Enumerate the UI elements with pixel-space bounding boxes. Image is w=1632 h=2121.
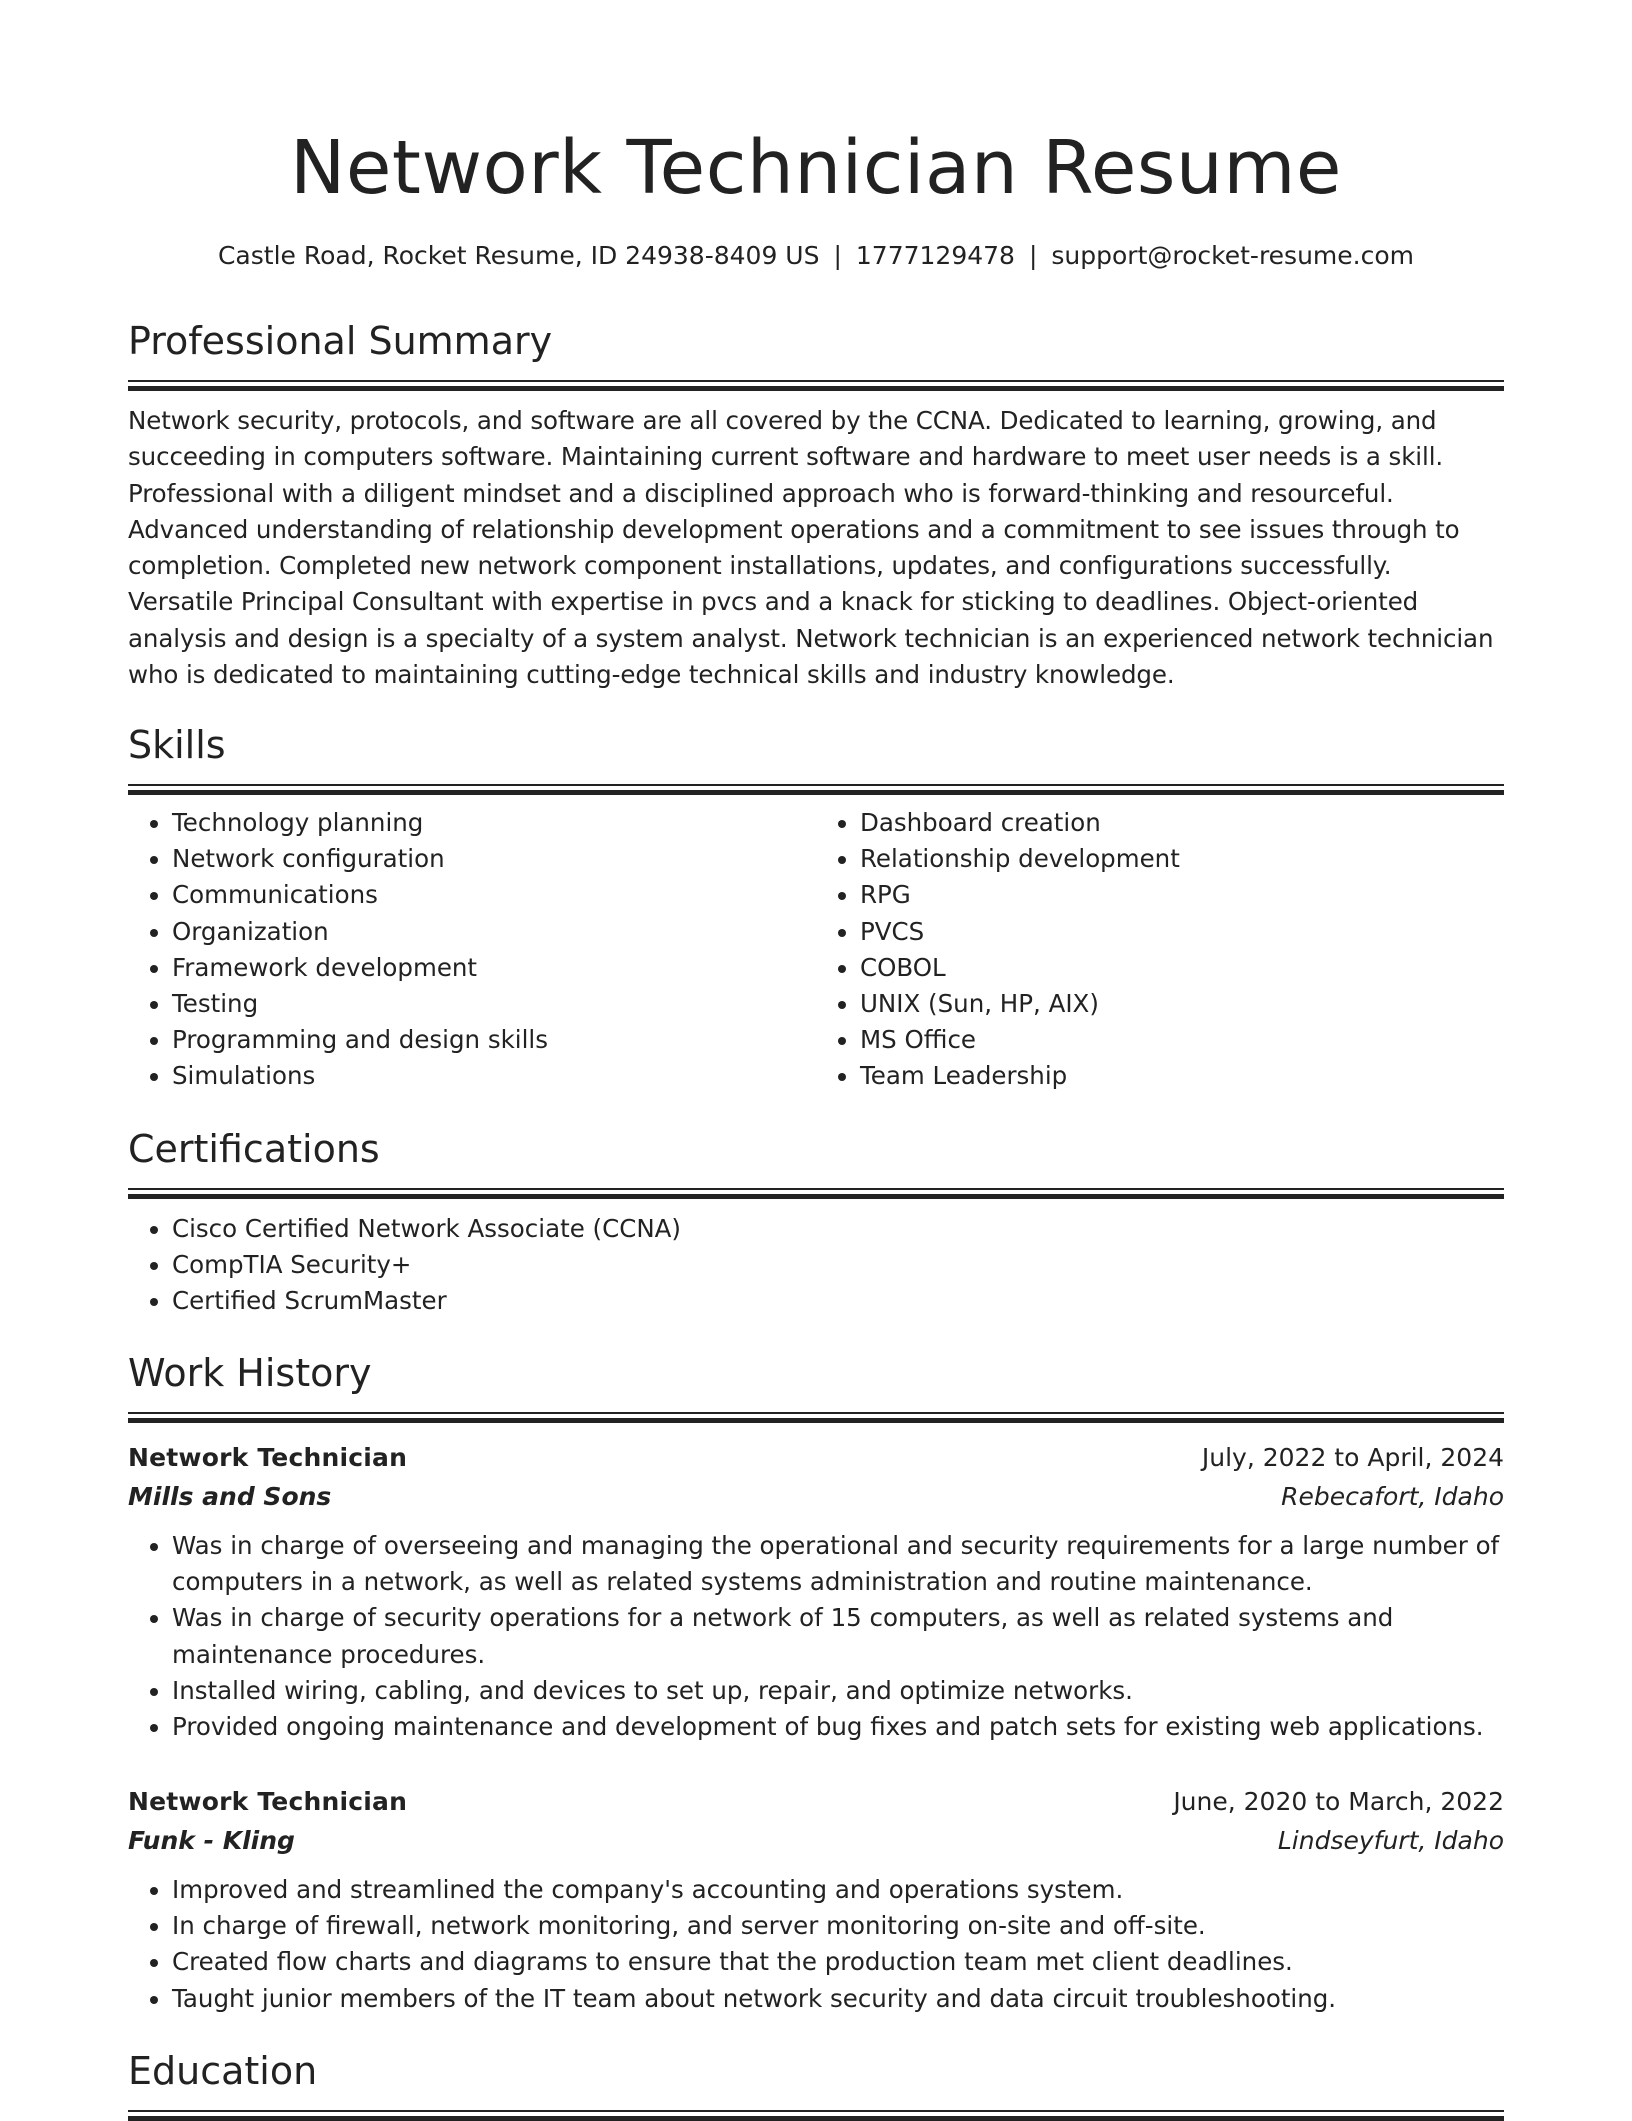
- skill-item: • Dashboard creation: [860, 805, 1504, 841]
- summary-heading: Professional Summary: [128, 319, 553, 363]
- job-company-row: [128, 1477, 1504, 1516]
- job-bullet: • Was in charge of security operations for a network of 15 computers, as well as related systems and maintenance procedures.: [172, 1600, 1504, 1672]
- job-bullets: [128, 1528, 1504, 1745]
- contact-line: [128, 238, 1504, 274]
- skill-item: • MS Office: [860, 1022, 1504, 1058]
- job-dates: July, 2022 to April, 2024: [1201, 1443, 1504, 1472]
- education-section: [128, 2046, 1504, 2121]
- job-header-row: [128, 1782, 1504, 1821]
- contact-separator: |: [833, 241, 842, 270]
- job-bullet: • Provided ongoing maintenance and development of bug fixes and patch sets for existing web applications.: [172, 1709, 1504, 1745]
- skill-item: • Testing: [172, 986, 816, 1022]
- work-history-heading: Work History: [128, 1351, 372, 1395]
- job-bullet: • Taught junior members of the IT team about network security and data circuit troubleshooting.: [172, 1981, 1504, 2017]
- job-location: Rebecafort, Idaho: [1281, 1482, 1504, 1511]
- certifications-section: [128, 1124, 1504, 1320]
- job-title: Network Technician: [128, 1787, 408, 1816]
- section-divider: [128, 1412, 1504, 1423]
- job-bullet: • Improved and streamlined the company's accounting and operations system.: [172, 1872, 1504, 1908]
- job-company: Funk - Kling: [128, 1826, 295, 1855]
- certification-item: • CompTIA Security+: [172, 1247, 1504, 1283]
- skill-item: • Communications: [172, 877, 816, 913]
- skill-item: • Technology planning: [172, 805, 816, 841]
- skill-item: • COBOL: [860, 950, 1504, 986]
- contact-email: support@rocket-resume.com: [1051, 241, 1415, 270]
- job-bullet: • Was in charge of overseeing and managing the operational and security requirements for a large number of computers in a network, as well as related systems administration and routine maintenance.: [172, 1528, 1504, 1600]
- skills-heading: Skills: [128, 723, 226, 767]
- skill-item: • Simulations: [172, 1058, 816, 1094]
- contact-separator: |: [1028, 241, 1038, 270]
- job-bullet: • Created flow charts and diagrams to ensure that the production team met client deadlines.: [172, 1944, 1504, 1980]
- certifications-heading: Certifications: [128, 1127, 380, 1171]
- job-header-row: [128, 1438, 1504, 1477]
- job-bullet: • Installed wiring, cabling, and devices to set up, repair, and optimize networks.: [172, 1673, 1504, 1709]
- resume-page: [128, 0, 1504, 2112]
- certification-item: • Cisco Certified Network Associate (CCNA): [172, 1211, 1504, 1247]
- skill-item: • Team Leadership: [860, 1058, 1504, 1094]
- section-divider: [128, 380, 1504, 391]
- summary-section: [128, 316, 1504, 693]
- certification-item: • Certified ScrumMaster: [172, 1283, 1504, 1319]
- job-location: Lindseyfurt, Idaho: [1277, 1826, 1504, 1855]
- job-company-row: [128, 1821, 1504, 1860]
- work-history-section: [128, 1348, 1504, 1423]
- skill-item: • UNIX (Sun, HP, AIX): [860, 986, 1504, 1022]
- job-bullets: [128, 1872, 1504, 2017]
- section-divider: [128, 1188, 1504, 1199]
- job-entry: [128, 1438, 1504, 1745]
- skill-item: • Organization: [172, 914, 816, 950]
- summary-paragraph: Network security, protocols, and software are all covered by the CCNA. Dedicated to learning, growing, and succeeding in computers software. Maintaining current software and hardware to meet user needs is a skill. Professional with a diligent mindset and a disciplined approach who is forward-thinking and resourceful. Advanced understanding of relationship development operations and a commitment to see issues through to completion. Completed new network component installations, updates, and configurations successfully. Versatile Principal Consultant with expertise in pvcs and a knack for sticking to deadlines. Object-oriented analysis and design is a specialty of a system analyst. Network technician is an experienced network technician who is dedicated to maintaining cutting-edge technical skills and industry knowledge.: [128, 406, 1494, 690]
- job-title: Network Technician: [128, 1443, 408, 1472]
- skills-section: [128, 720, 1504, 1095]
- skills-list-right: [816, 805, 1504, 1095]
- skills-list-left: [128, 805, 816, 1095]
- skill-item: • PVCS: [860, 914, 1504, 950]
- skill-item: • Network configuration: [172, 841, 816, 877]
- contact-address: Castle Road, Rocket Resume, ID 24938-8409 US: [217, 241, 820, 270]
- skill-item: • RPG: [860, 877, 1504, 913]
- job-entry: [128, 1782, 1504, 2017]
- skill-item: • Relationship development: [860, 841, 1504, 877]
- skills-columns: [128, 805, 1504, 1095]
- skill-item: • Programming and design skills: [172, 1022, 816, 1058]
- job-bullet: • In charge of firewall, network monitoring, and server monitoring on-site and off-site.: [172, 1908, 1504, 1944]
- job-company: Mills and Sons: [128, 1482, 332, 1511]
- resume-title: Network Technician Resume: [290, 125, 1342, 211]
- certifications-list: [128, 1211, 1504, 1320]
- skill-item: • Framework development: [172, 950, 816, 986]
- job-dates: June, 2020 to March, 2022: [1173, 1787, 1504, 1816]
- education-heading: Education: [128, 2049, 318, 2093]
- contact-phone: 1777129478: [855, 241, 1015, 270]
- section-divider: [128, 784, 1504, 795]
